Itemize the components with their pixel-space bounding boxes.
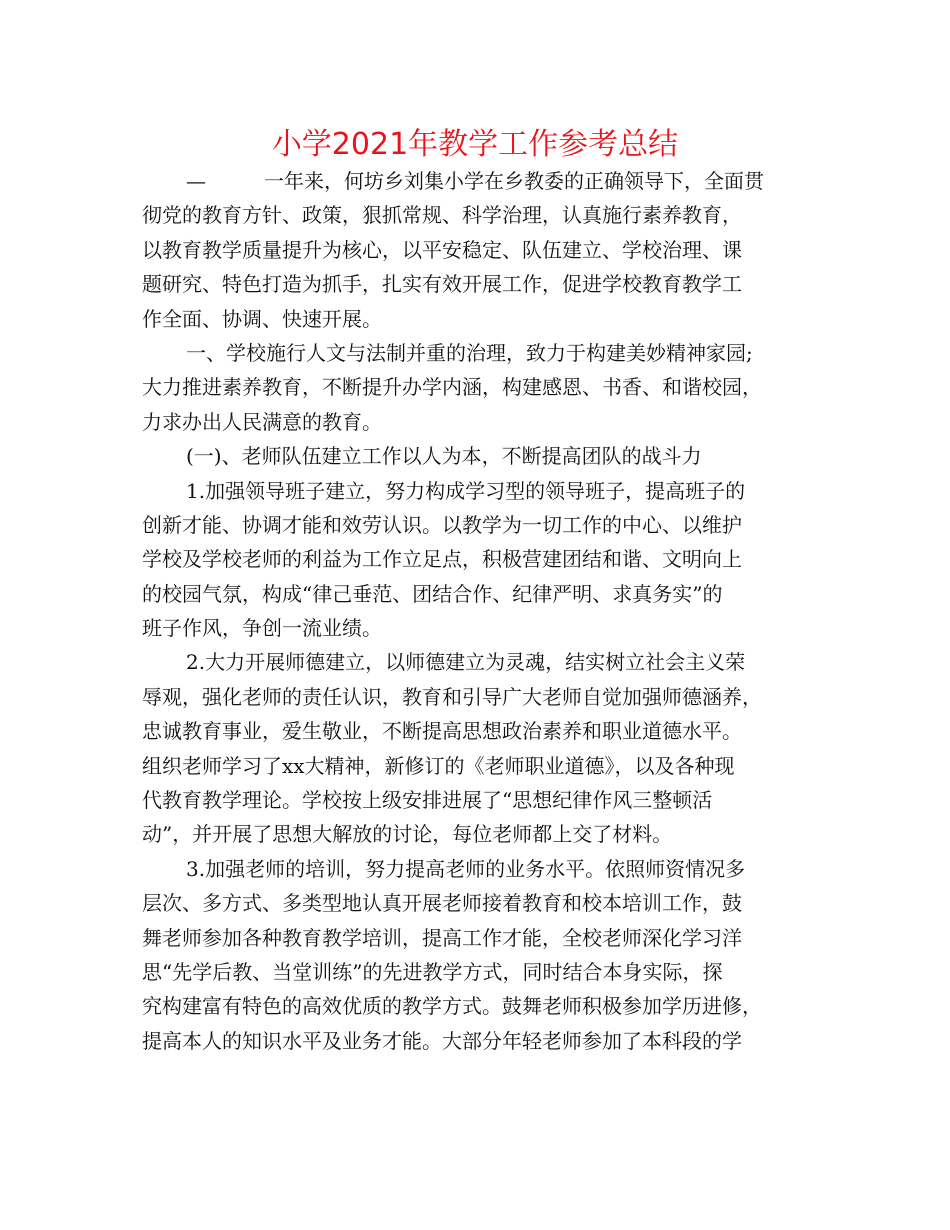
line-text: 代教育教学理论。学校按上级安排进展了“思想纪律作风三整顿活 [142,788,713,813]
text-line [142,302,812,336]
line-text: 动”，并开展了思想大解放的讨论，每位老师都上交了材料。 [142,822,673,847]
line-text: 力求办出人民满意的教育。 [142,409,382,434]
line-text: 2.大力开展师德建立，以师德建立为灵魂，结实树立社会主义荣 [186,650,746,675]
text-line [142,611,812,645]
line-text: (一)、老师队伍建立工作以人为本，不断提高团队的战斗力 [186,444,702,469]
text-line [142,714,812,748]
document-title: 小学2021年教学工作参考总结 [271,127,679,162]
line-text: 一年来，何坊乡刘集小学在乡教委的正确领导下，全面贯 [264,169,764,193]
line-text: 忠诚教育事业，爱生敬业，不断提高思想政治素养和职业道德水平。 [142,719,742,744]
text-line [142,405,812,439]
text-line [142,645,812,679]
line-text: 辱观，强化老师的责任认识，教育和引导广大老师自觉加强师德涵养， [142,684,762,709]
text-line [142,164,812,198]
text-line [142,989,812,1023]
text-line [142,370,812,404]
text-line [142,233,812,267]
text-line [142,439,812,473]
line-text: 究构建富有特色的高效优质的教学方式。鼓舞老师积极参加学历进修， [142,994,762,1019]
line-text: 创新才能、协调才能和效劳认识。以教学为一切工作的中心、以维护 [142,512,742,537]
line-text: 1.加强领导班子建立，努力构成学习型的领导班子，提高班子的 [186,478,746,503]
line-text: 题研究、特色打造为抓手，扎实有效开展工作，促进学校教育教学工 [142,272,742,297]
text-line [142,577,812,611]
text-line [142,336,812,370]
text-line [142,198,812,232]
text-line [142,817,812,851]
line-text: 3.加强老师的培训，努力提高老师的业务水平。依照师资情况多 [186,856,746,881]
text-line [142,680,812,714]
line-text: 作全面、协调、快速开展。 [142,306,382,331]
text-line [142,783,812,817]
text-line [142,267,812,301]
line-text: 组织老师学习了xx大精神，新修订的《老师职业道德》，以及各种现 [142,753,735,778]
text-line [142,508,812,542]
text-line [142,921,812,955]
text-line [142,474,812,508]
text-line [142,886,812,920]
line-text: 班子作风，争创一流业绩。 [142,616,382,641]
line-text: 思“先学后教、当堂训练”的先进教学方式，同时结合本身实际，探 [142,959,723,984]
text-line [142,955,812,989]
line-text: 以教育教学质量提升为核心，以平安稳定、队伍建立、学校治理、课 [142,237,742,262]
document-body [142,164,812,1058]
text-line [142,749,812,783]
line-text: 舞老师参加各种教育教学培训，提高工作才能，全校老师深化学习洋 [142,925,742,950]
line-text: 的校园气氛，构成“律己垂范、团结合作、纪律严明、求真务实”的 [142,581,723,606]
leading-dash: — [186,169,206,193]
line-text: 大力推进素养教育，不断提升办学内涵，构建感恩、书香、和谐校园， [142,375,762,400]
line-text: 一、学校施行人文与法制并重的治理，致力于构建美妙精神家园; [186,340,753,365]
text-line [142,1024,812,1058]
line-text: 学校及学校老师的利益为工作立足点，积极营建团结和谐、文明向上 [142,547,742,572]
text-line [142,542,812,576]
line-text: 彻党的教育方针、政策，狠抓常规、科学治理，认真施行素养教育， [142,203,742,228]
line-text: 层次、多方式、多类型地认真开展老师接着教育和校本培训工作，鼓 [142,891,742,916]
text-line [142,852,812,886]
line-text: 提高本人的知识水平及业务才能。大部分年轻老师参加了本科段的学 [142,1028,742,1053]
